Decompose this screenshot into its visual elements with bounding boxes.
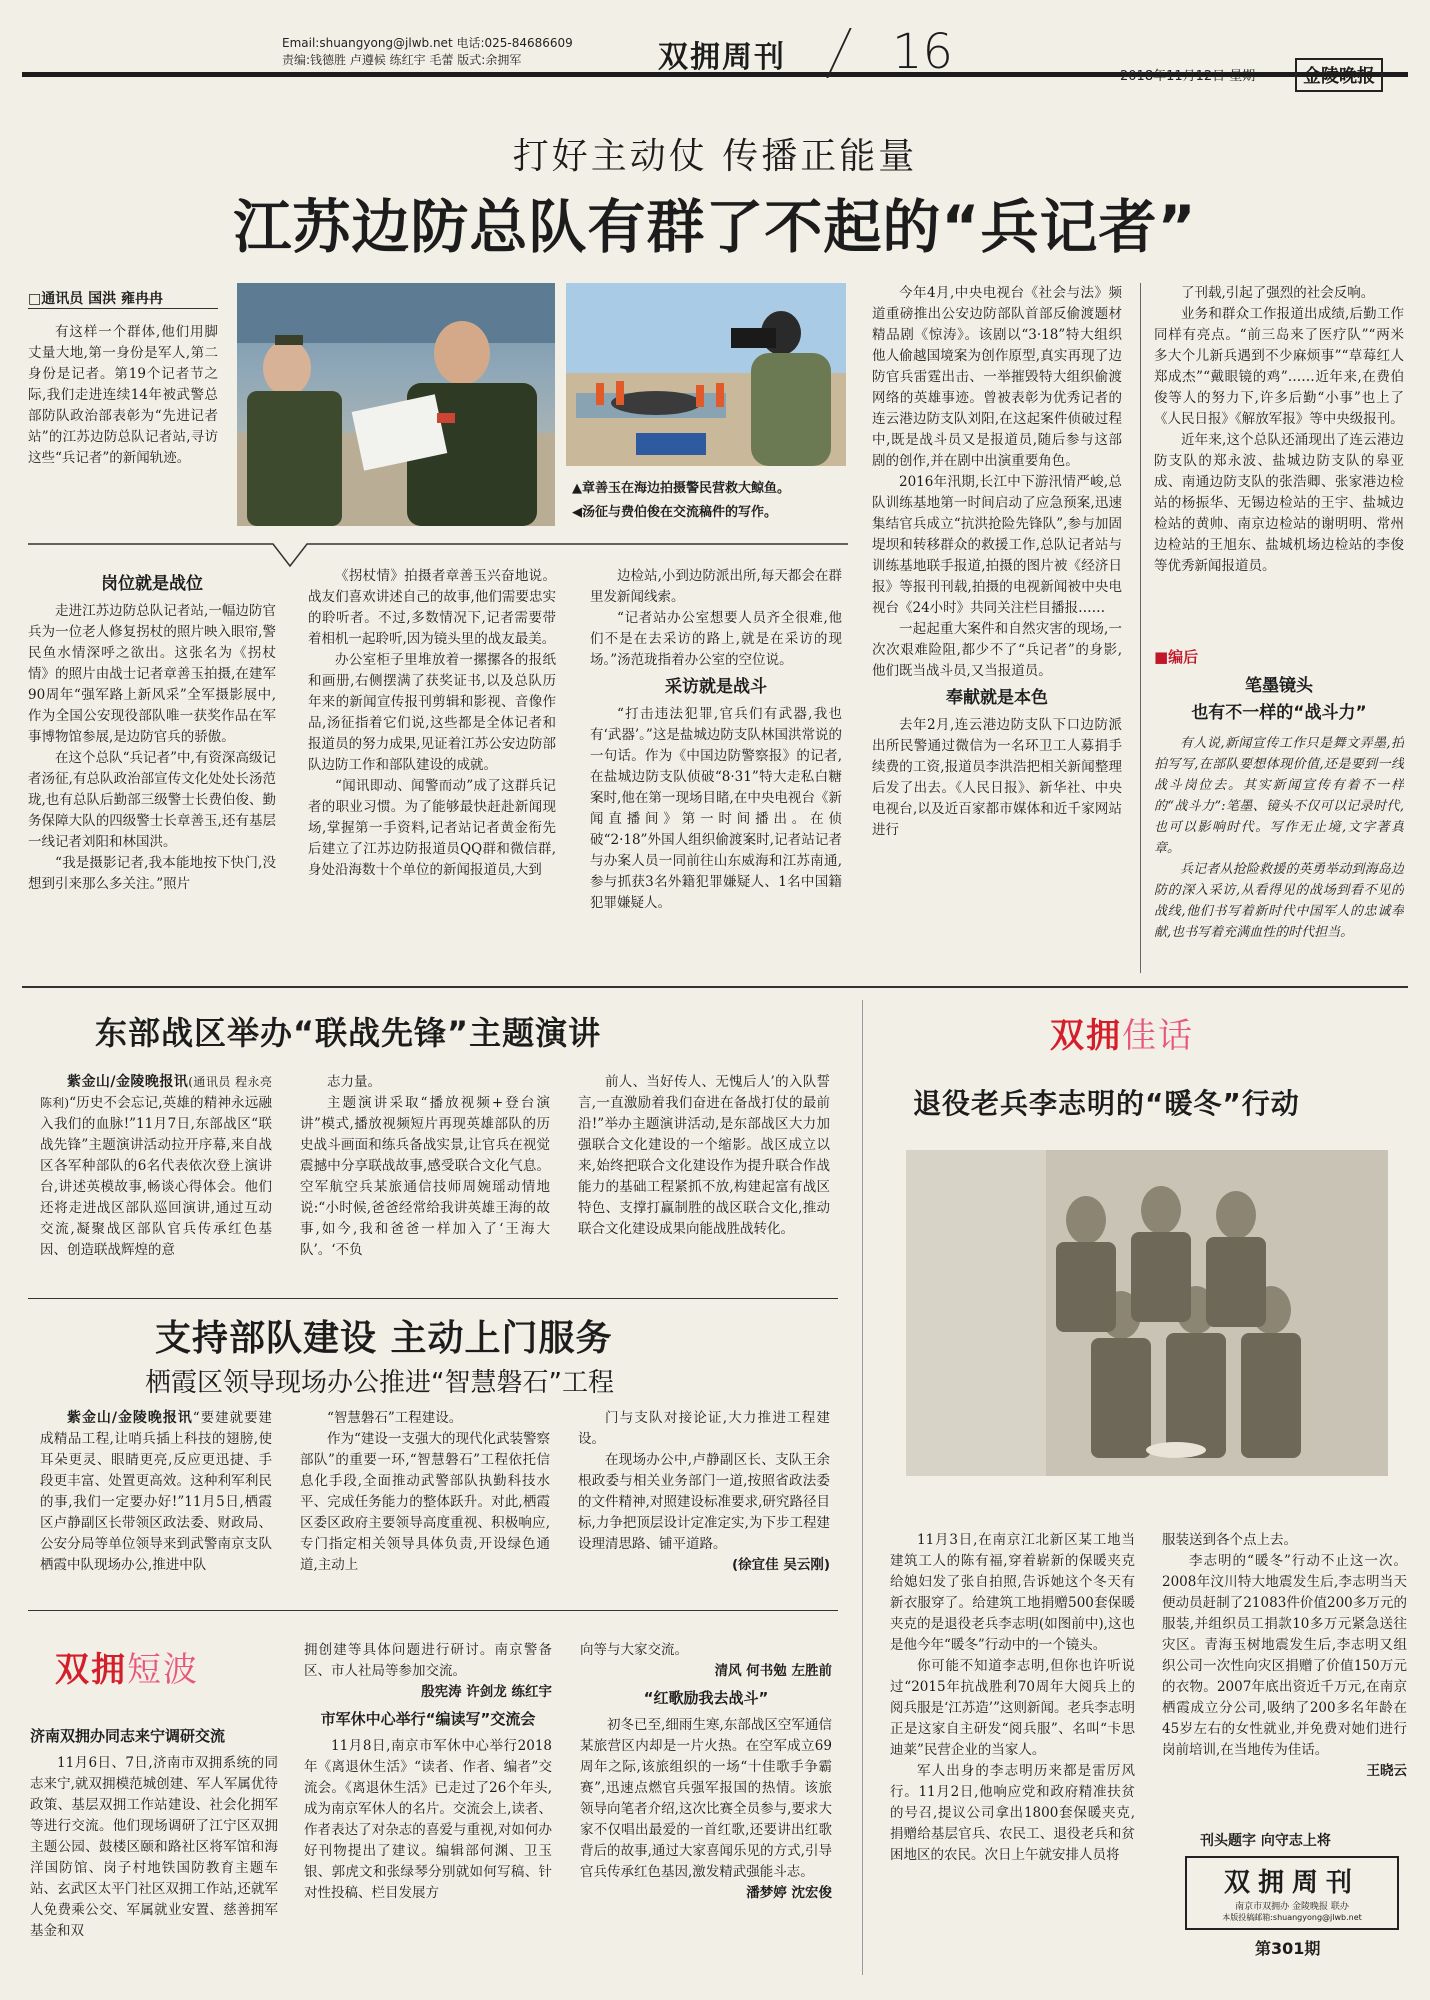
para: “闻讯即动、闻警而动”成了这群兵记者的职业习惯。为了能够最快赶赴新闻现场,掌握第一手资料,记者站记者黄金衔先后建立了江苏边防报道员QQ群和微信群,身处沿海数十个单位的新闻报道员,大到 [308,778,556,878]
para: 有人说,新闻宣传工作只是舞文弄墨,拍拍写写,在部队要想体现价值,还是要到一线战斗岗位去。其实新闻宣传有着不一样的“战斗力”:笔墨、镜头不仅可以记录时代,也可以影响时代。写作无止境,文字著真章。 [1154,736,1404,856]
para: “记者站办公室想要人员齐全很难,他们不是在去采访的路上,就是在采访的现场。”汤范珑指着办公室的空位说。 [590,610,842,668]
subhead-devotion: 奉献就是本色 [946,688,1048,708]
item1-title: 济南双拥办同志来宁调研交流 [30,1727,226,1745]
photo-rescue-whale [566,283,846,466]
shortwave-brand-a: 双拥 [55,1650,127,1690]
lead-column-5 [1154,283,1404,638]
item2-authors: 清风 何书勉 左胜前 [714,1663,832,1679]
photo-rescue-svg [566,283,846,466]
photo-officers-reading [237,283,555,526]
weekly-logo-sub1: 南京市双拥办 金陵晚报 联办 [1235,1902,1349,1912]
paper-logo: 金陵晚报 [1295,58,1383,92]
lead-headline: 江苏边防总队有群了不起的“兵记者” [233,193,1197,261]
qixia-column-3 [578,1408,830,1598]
veteran-title: 退役老兵李志明的“暖冬”行动 [913,1087,1300,1120]
eastern-column-3 [578,1072,830,1280]
para: 业务和群众工作报道出成绩,后勤工作同样有亮点。“前三岛来了医疗队”“两米多大个儿新兵遇到不少麻烦事”“草莓红人郑成杰”“戴眼镜的鸡”……近年来,在费伯俊等人的努力下,许多后勤“小事”也上了《人民日报》《解放军报》等中央级报刊。 [1154,306,1404,427]
eastern-byline: 紫金山/金陵晚报讯 [67,1074,189,1090]
weekly-logo-text: 双拥周刊 [1223,1868,1360,1898]
qixia-title: 支持部队建设 主动上门服务 [155,1318,613,1359]
item3-text: 初冬已至,细雨生寒,东部战区空军通信某旅营区内却是一片火热。在空军成立69周年之际,该旅组织的一场“十佳歌手争霸赛”,迅速点燃官兵强军报国的热情。该旅领导向笔者介绍,这次比赛全员参与,要求大家不仅唱出最爱的一首红歌,还要讲出红歌背后的故事,通过大家喜闻乐见的方式,引导官兵传承红色基因,激发精武强能斗志。 [580,1717,832,1880]
qixia-rule [28,1610,838,1611]
para: 军人出身的李志明历来都是雷厉风行。11月2日,他响应党和政府精准扶贫的号召,提议公司拿出1800套保暖夹克,捐赠给基层官兵、农民工、退役老兵和贫困地区的农民。次日上午就安排人员将 [890,1763,1135,1863]
eastern-column-2 [300,1072,550,1280]
subhead-post: 岗位就是战位 [101,574,203,594]
para: 在现场办公中,卢静副区长、支队王余根政委与相关业务部门一道,按照省政法委的文件精神,对照建设标准要求,研究路径目标,力争把顶层设计定准定实,为下步工程建设理清思路、铺平道路。 [578,1452,830,1552]
veteran-brand-b: 佳话 [1122,1016,1194,1056]
item1-text: 11月6日、7日,济南市双拥系统的同志来宁,就双拥模范城创建、军人军属优待政策、基层双拥工作站建设、社会化拥军等进行交流。他们现场调研了江宁区双拥主题公园、鼓楼区颐和路社区将军馆和海洋国防馆、岗子村地铁国防教育主题车站、玄武区太平门社区双拥工作站,还就军人免费乘公交、军属就业安置、慈善拥军基金和双 [30,1755,278,1939]
lead-intro-text: 有这样一个群体,他们用脚丈量大地,第一身份是军人,第二身份是记者。第19个记者节之际,我们走进连续14年被武警总部防队政治部表彰为“先进记者站”的江苏边防总队记者站,寻访这些“兵记者”的新闻轨迹。 [28,324,218,466]
eastern-text: “历史不会忘记,英雄的精神永远融入我们的血脉!”11月7日,东部战区“联战先锋”主题演讲活动拉开序幕,来自战区各军种部队的6名代表依次登上演讲台,讲述英模故事,畅谈心得体会。他们还将走进战区部队巡回演讲,通过互动交流,凝聚战区部队官兵传承红色基因、创造联战辉煌的意 [40,1095,272,1258]
issue-number: 第301期 [1255,1939,1321,1958]
header-slash [826,28,851,78]
right-divider [862,1000,863,1975]
eastern-byline-extra: (通讯员 程永亮 陈利) [40,1075,272,1110]
editor-title-2: 也有不一样的“战斗力” [1191,703,1367,723]
eastern-column-1 [40,1072,272,1280]
subhead-fight: 采访就是战斗 [665,677,767,697]
item1-cont: 拥创建等具体问题进行研讨。南京警备区、市人社局等参加交流。 [304,1642,552,1679]
column-divider [1140,283,1141,973]
inscription: 刊头题字 向守志上将 [1200,1833,1331,1849]
item2-cont: 向等与大家交流。 [580,1642,688,1658]
item1-authors: 殷宪涛 许剑龙 练红宇 [421,1684,552,1700]
lead-intro [28,322,218,537]
page-number: 16 [892,24,954,80]
para: 边检站,小到边防派出所,每天都会在群里发新闻线索。 [590,568,842,605]
item2-text: 11月8日,南京市军休中心举行2018年《离退休生活》“读者、作者、编者”交流会。《离退休生活》已走过了26个年头,成为南京军休人的名片。交流会上,读者、作者表达了对杂志的喜爱与重视,对如何办好刊物提出了建议。编辑部何渊、卫玉银、郭虎文和张绿琴分别就如何写稿、针对性投稿、栏目发展方 [304,1738,552,1901]
photo-veterans [906,1150,1388,1476]
photo-veterans-svg [906,1150,1388,1476]
issue-date: 2018年11月12日 星期一 [1120,69,1269,84]
veteran-column-2 [1162,1530,1407,1798]
lead-column-2 [308,566,556,976]
lead-column-4 [872,283,1122,976]
lead-byline: □通讯员 国洪 雍冉冉 [28,291,163,307]
shortwave-column-3 [580,1640,832,1976]
editor-text [1154,733,1404,943]
para: 门与支队对接论证,大力推进工程建设。 [578,1410,830,1447]
para: 11月3日,在南京江北新区某工地当建筑工人的陈有福,穿着崭新的保暖夹克给媳妇发了张自拍照,告诉她这个冬天有新衣服穿了。给建筑工地捐赠500套保暖夹克的是退役老兵李志明(如图前中),这也是他今年“暖冬”行动中的一个镜头。 [890,1532,1135,1653]
para: “打击违法犯罪,官兵们有武器,我也有‘武器’。”这是盐城边防支队林国洪常说的一句话。作为《中国边防警察报》的记者,在盐城边防支队侦破“8·31”特大走私白糖案时,他在第一现场目睹,在中央电视台《新闻直播间》第一时间播出。在侦破“2·18”外国人组织偷渡案时,记者站记者与办案人员一同前往山东威海和江苏南通,参与抓获3名外籍犯罪嫌疑人、1名中国籍犯罪嫌疑人。 [590,706,842,911]
header-staff: 责编:钱德胜 卢遵候 练红宇 毛蕾 版式:余拥军 [282,53,522,67]
para: 2016年汛期,长江中下游汛情严峻,总队训练基地第一时间启动了应急预案,迅速集结官兵成立“抗洪抢险先锋队”,参与加固堤坝和转移群众的救援工作,总队记者站与训练基地联手报道,拍摄的图片被《经济日报》等报刊刊载,拍摄的电视新闻被中央电视台《24小时》共同关注栏目播报…… [872,474,1122,616]
shortwave-column-2 [304,1640,552,1976]
para: 主题演讲采取“播放视频+登台演讲”模式,播放视频短片再现英雄部队的历史战斗画面和练兵备战实景,让官兵在视觉震撼中分享联战故事,感受联合文化气息。空军航空兵某旅通信技师周婉瑶动情地说:“小时候,爸爸经常给我讲英雄王海的故事,如今,我和爸爸一样加入了‘王海大队’。‘不负 [300,1095,550,1258]
shortwave-brand-b: 短波 [127,1650,199,1690]
para: 走进江苏边防总队记者站,一幅边防官兵为一位老人修复拐杖的照片映入眼帘,警民鱼水情深呼之欲出。这张名为《拐杖情》的照片由战士记者章善玉拍摄,在建军90周年“强军路上新风采”全军摄影展中,作为全国公安现役部队唯一获奖作品在军事博物馆参展,是边防官兵的骄傲。 [28,603,276,745]
veteran-author: 王晓云 [1366,1763,1407,1779]
qixia-column-1 [40,1408,272,1598]
editor-label: ■编后 [1154,648,1199,666]
para: 一起起重大案件和自然灾害的现场,一次次艰难险阻,都少不了“兵记者”的身影,他们既当战斗员,又当报道员。 [872,621,1122,679]
eastern-rule [28,1298,838,1299]
weekly-logo [1185,1856,1399,1930]
qixia-byline: 紫金山/金陵晚报讯 [67,1410,193,1426]
qixia-text: “要建就要建成精品工程,让哨兵插上科技的翅膀,使耳朵更灵、眼睛更亮,反应更迅捷、手段更丰富、处置更高效。这种利军利民的事,我们一定要办好!”11月5日,栖霞区卢静副区长带领区政法委、财政局、公安分局等单位领导来到武警南京支队栖霞中队现场办公,推进中队 [40,1410,272,1573]
para: 《拐杖情》拍摄者章善玉兴奋地说。战友们喜欢讲述自己的故事,他们需要忠实的聆听者。不过,多数情况下,记者需要带着相机一起聆听,因为镜头里的战友最美。 [308,568,556,647]
lead-column-1 [28,568,276,976]
para: 作为“建设一支强大的现代化武装警察部队”的重要一环,“智慧磐石”工程依托信息化手段,全面推动武警部队执勤科技水平、完成任务能力的整体跃升。对此,栖霞区委区政府主要领导高度重视、积极响应,专门指定相关领导具体负责,开设绿色通道,主动上 [300,1431,550,1573]
eastern-title: 东部战区举办“联战先锋”主题演讲 [95,1014,602,1052]
editor-title-1: 笔墨镜头 [1245,676,1313,696]
byline-rule [28,308,218,309]
item2-title: 市军休中心举行“编读写”交流会 [320,1710,536,1728]
veteran-brand-a: 双拥 [1050,1016,1122,1056]
item3-authors: 潘梦婷 沈宏俊 [746,1885,832,1901]
para: 在这个总队“兵记者”中,有资深高级记者汤征,有总队政治部宣传文化处处长汤范珑,也有总队后勤部三级警士长费伯俊、勤务保障大队的四级警士长章善玉,还有基层一线记者刘阳和林国洪。 [28,750,276,850]
lead-column-3 [590,566,842,976]
para: 李志明的“暖冬”行动不止这一次。2008年汶川特大地震发生后,李志明当天便动员赶制了21083件价值200多万元的服装,并组织员工捐款10多万元紧急送往灾区。青海玉树地震发生后,李志明又组织公司一次性向灾区捐赠了价值150万元的衣物。2007年底出资近千万元,在南京栖霞成立分公司,吸纳了200多名年龄在45岁左右的女性就业,并免费对她们进行岗前培训,在当地传为佳话。 [1162,1553,1407,1758]
header-email: Email:shuangyong@jlwb.net 电话:025-84686609 [282,36,573,50]
item3-title: “红歌励我去战斗” [643,1689,769,1707]
para: “智慧磐石”工程建设。 [327,1410,463,1426]
shortwave-brand [55,1642,199,1691]
qixia-authors: (徐宜佳 吴云刚) [731,1557,830,1573]
editor-note [1154,646,1404,976]
section-name: 双拥周刊 [658,40,786,75]
photo-officers-svg [237,283,555,526]
weekly-logo-sub2: 本版投稿邮箱:shuangyong@jlwb.net [1222,1913,1362,1922]
caption-writing: ◀汤征与费伯俊在交流稿件的写作。 [572,505,777,520]
para: “我是摄影记者,我本能地按下快门,没想到引来那么多关注。”照片 [28,855,276,892]
para: 前人、当好传人、无愧后人’的入队誓言,一直激励着我们奋进在备战打仗的最前沿!”举办主题演讲活动,是东部战区大力加强联合文化建设的一个缩影。战区成立以来,始终把联合文化建设作为提升联合作战能力的基础工程紧抓不放,构建起富有战区特色、支撑打赢制胜的战区联合文化,推动联合文化建设成果向能战胜战转化。 [578,1074,830,1237]
qixia-subtitle: 栖霞区领导现场办公推进“智慧磐石”工程 [145,1368,614,1398]
para: 了刊载,引起了强烈的社会反响。 [1181,285,1375,301]
para: 兵记者从抢险救援的英勇举动到海岛边防的深入采访,从看得见的战场到看不见的战线,他们书写着新时代中国军人的忠诚奉献,也书写着充满血性的时代担当。 [1154,862,1404,940]
veteran-brand [1050,1008,1194,1057]
para: 去年2月,连云港边防支队下口边防派出所民警通过微信为一名环卫工人募捐手续费的工资,报道员李洪浩把相关新闻整理后发了出去。《人民日报》、新华社、中央电视台,以及近百家都市媒体和近千家网站进行 [872,717,1122,838]
lead-kicker: 打好主动仗 传播正能量 [512,136,918,177]
para: 近年来,这个总队还涌现出了连云港边防支队的郑永波、盐城边防支队的皋亚成、南通边防支队的张浩卿、张家港边检站的杨振华、无锡边检站的王宇、盐城边检站的黄帅、南京边检站的谢明明、常州边检站的王旭东、盐城机场边检站的李俊等优秀新闻报道员。 [1154,432,1404,574]
para: 你可能不知道李志明,但你也许听说过“2015年抗战胜利70周年大阅兵上的阅兵服是‘江苏造’”这则新闻。老兵李志明正是这家自主研发“阅兵服”、名叫“卡思迪莱”民营企业的当家人。 [890,1658,1135,1758]
para: 办公室柜子里堆放着一摞摞各的报纸和画册,右侧摆满了获奖证书,以及总队历年来的新闻宣传报刊剪辑和影视、音像作品,汤征指着它们说,这些都是全体记者和报道员的努力成果,见证着江苏公安边防部队边防工作和部队建设的成就。 [308,652,556,773]
qixia-column-2 [300,1408,550,1598]
caption-whale: ▲章善玉在海边拍摄警民营救大鲸鱼。 [572,481,790,496]
veteran-column-1 [890,1530,1135,1976]
section-rule [22,986,1408,988]
para: 志力量。 [327,1074,381,1090]
shortwave-column-1 [30,1720,278,1976]
para: 今年4月,中央电视台《社会与法》频道重磅推出公安边防部队首部反偷渡题材精品剧《惊涛》。该剧以“3·18”特大组织他人偷越国境案为创作原型,真实再现了边防官兵雷霆出击、一举摧毁特大组织偷渡网络的英雄事迹。曾被表彰为优秀记者的连云港边防支队刘阳,在这起案件侦破过程中,既是战斗员又是报道员,随后参与这部剧的创作,并在剧中出演重要角色。 [872,285,1122,469]
para: 服装送到各个点上去。 [1162,1532,1297,1548]
